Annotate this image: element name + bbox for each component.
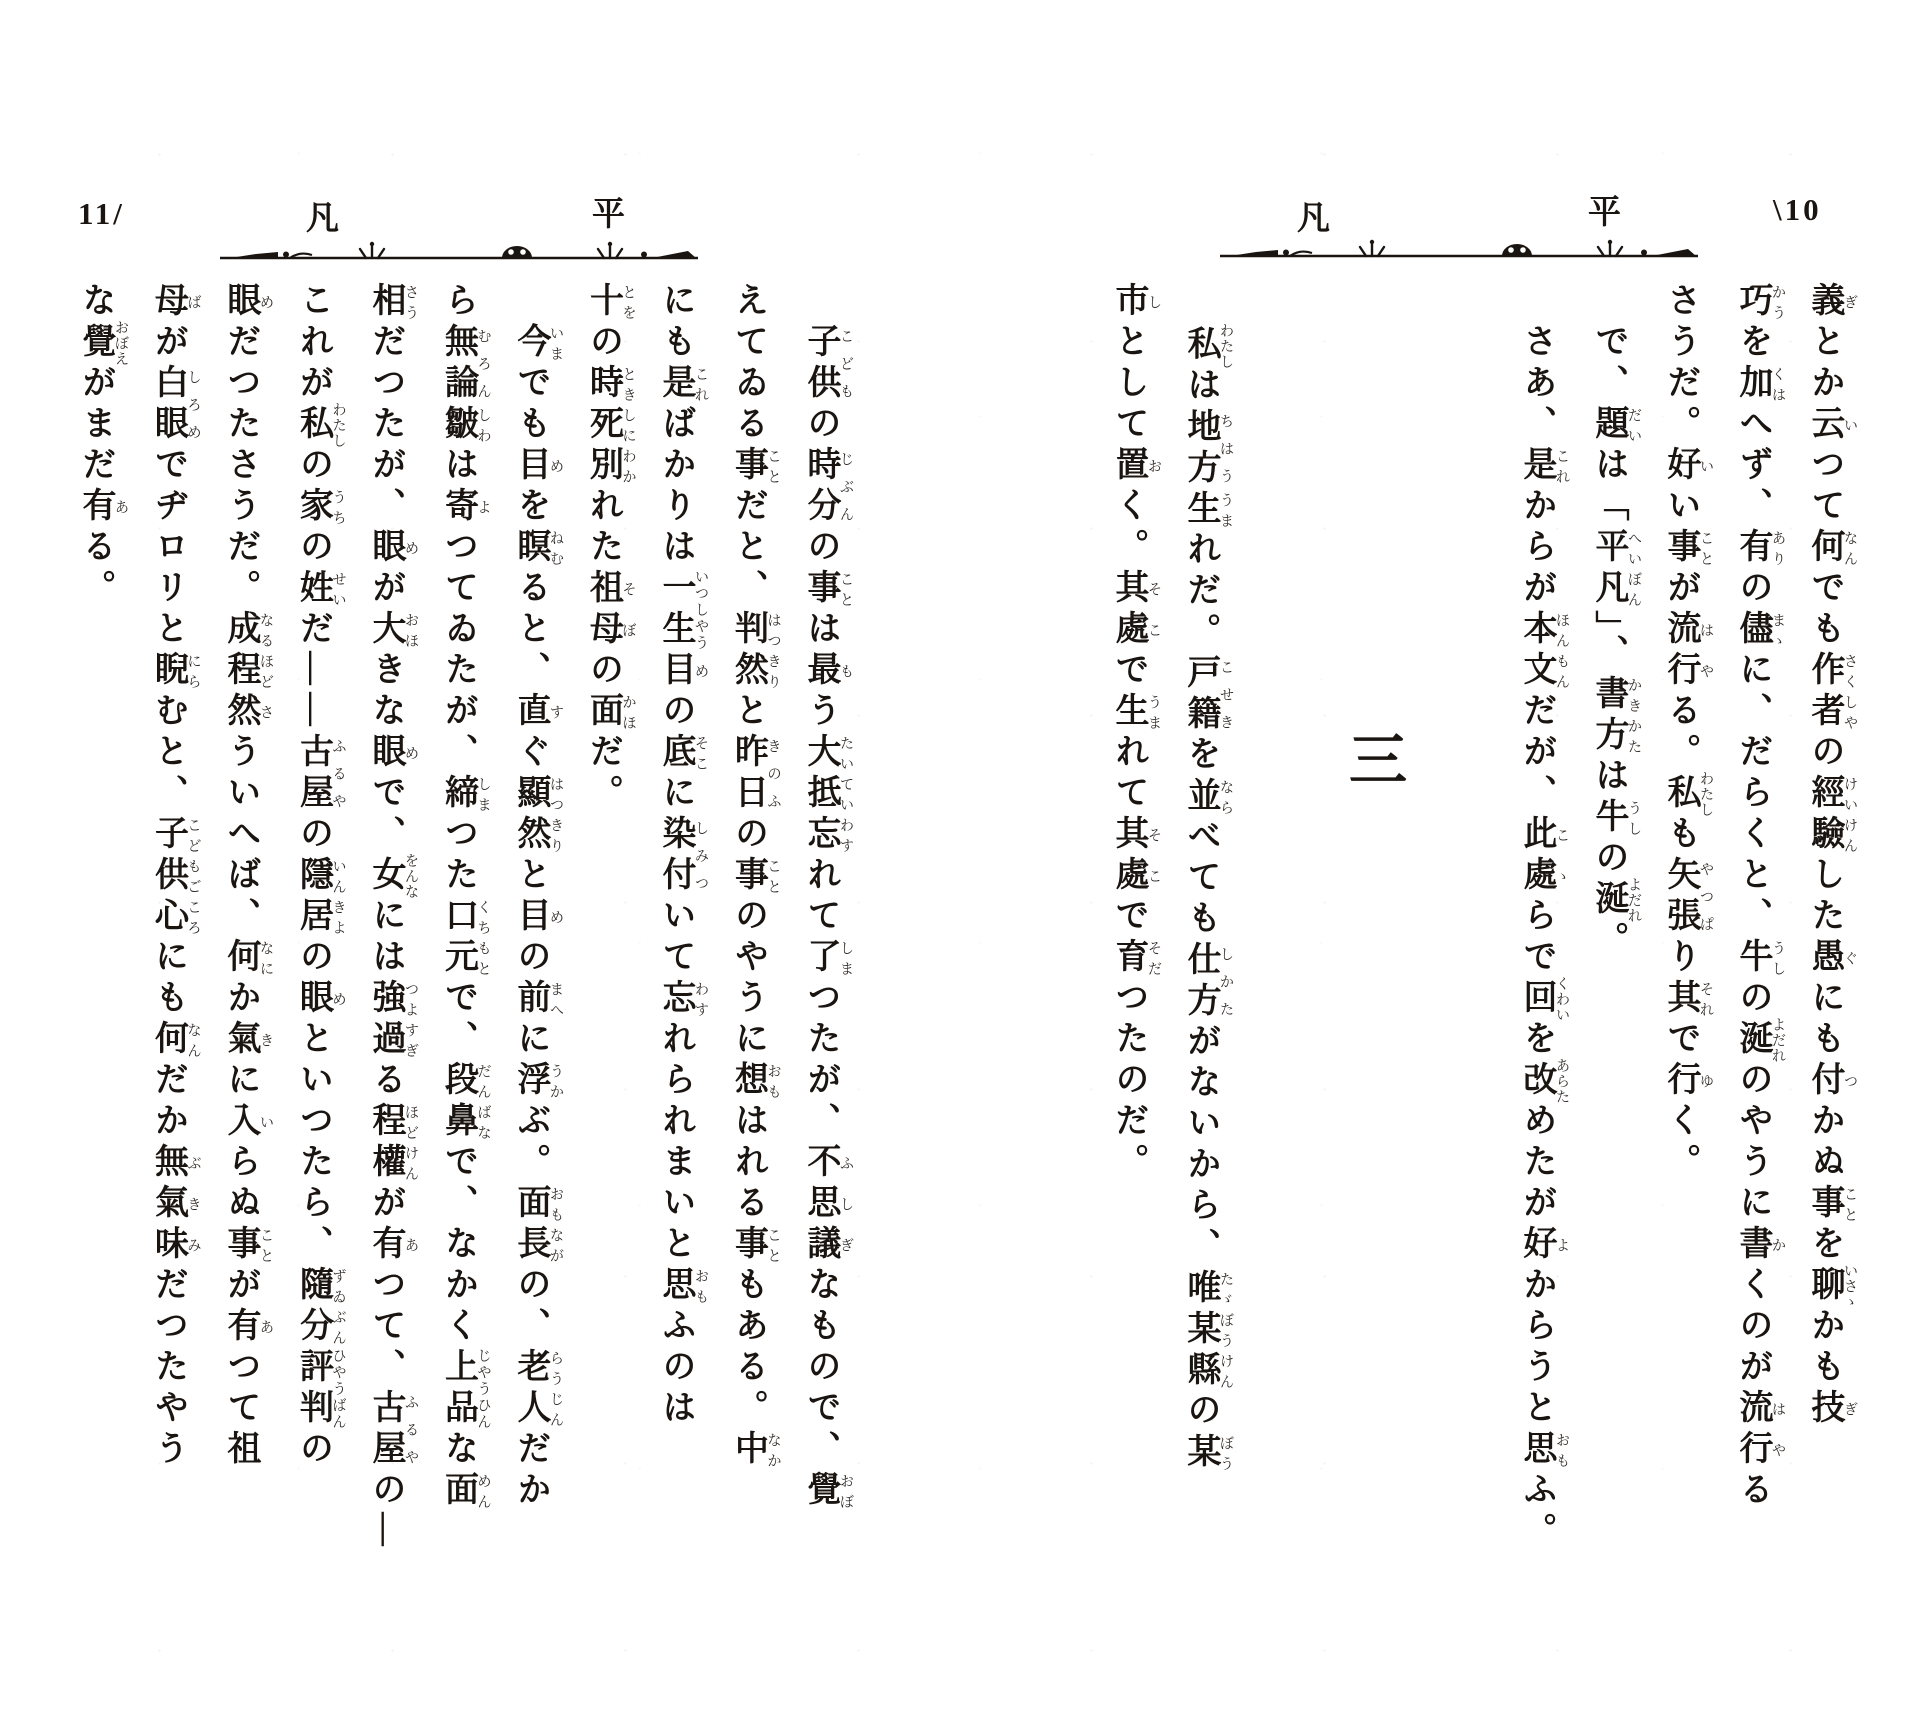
text-column: 子供こどもの時分じぶんの事ことは最もう大抵たいてい忘わすれて了しまつたが、不思議ふしぎなもので、覺おぼ — [802, 323, 854, 1512]
text-block-left — [58, 282, 856, 1574]
text-column: 眼めだつたさうだ。成程なるほど然さういへば、何なにか氣きに入いらぬ事ことが有あつて祖 — [222, 282, 274, 1471]
page-number-right: \10 — [1773, 192, 1822, 227]
text-block-right — [1015, 282, 1860, 1574]
running-head-glyph-right: 平 — [1588, 195, 1621, 231]
text-column: で、題だいは「平凡へいぼん」、書方かきかたは牛うしの涎よだれ。 — [1590, 323, 1642, 962]
text-column: 義ぎとか云いつて何なんでも作者さくしやの經驗けいけんした愚ぐにも付つかぬ事ことを聊いさゝかも技ぎ — [1806, 282, 1858, 1430]
running-head-glyph-left: 凡 — [1297, 201, 1330, 237]
running-head-glyph-left: 凡 — [306, 201, 339, 237]
running-head-glyph-right: 平 — [592, 197, 625, 233]
text-column: 市しとして置おく。其處そこで生うまれて其處そこで育そだつたのだ。 — [1110, 282, 1162, 1184]
header-rule-ornament — [216, 240, 702, 268]
page-number-left: 11/ — [78, 196, 125, 231]
text-column: 十とをの時とき死別しにわかれた祖母そぼの面かほだ。 — [584, 282, 636, 815]
text-column: さうだ。好いい事ことが流行はやる。私わたしも矢張やつぱり其それで行ゆく。 — [1662, 282, 1714, 1184]
text-column: ら無論むろん皺しわは寄よつてゐたが、締しまつた口元くちもとで、段鼻だんばなで、なかく上品じやうひんな面めん — [439, 282, 491, 1512]
text-column: さあ、是これからが本文ほんもんだが、此處こゝらで回くわいを改あらためたが好よからうと思おもふ。 — [1518, 323, 1570, 1553]
text-column: 今いまでも目めを瞑ねむると、直すぐ顯然はつきりと目めの前まへに浮うかぶ。面長おもながの、老人らうじんだか — [512, 323, 564, 1512]
text-column: えてゐる事ことだと、判然はつきりと昨日きのふの事ことのやうに想おもはれる事こともある。中なか — [729, 282, 781, 1471]
text-column: にも是こればかりは一生いつしやう目めの底そこに染付しみついて忘わすれられまいと思おもふのは — [657, 282, 709, 1430]
header-rule-ornament — [1216, 238, 1702, 266]
text-column: な覺おぼえがまだ有ある。 — [77, 282, 129, 610]
text-column: 母ばが白眼しろめでヂロリと睨にらむと、子供心こどもごころにも何なんだか無氣味ぶきみだつたやう — [149, 282, 201, 1471]
section-heading: 三 — [1340, 729, 1405, 787]
text-column: 巧かうを加くはへず、有ありの儘まゝに、だらくと、牛うしの涎よだれのやうに書かくのが流行はやる — [1734, 282, 1786, 1512]
text-column: 私わたしは地方ちはう生うまれだ。戸籍こせきを並ならべても仕方しかたがないから、唯たゞ某縣ぼうけんの某ぼう — [1182, 323, 1234, 1474]
text-column: 相さうだつたが、眼めが大おほきな眼めで、女をんなには強過つよすぎる程ほど權けんが有あつて、古屋ふるやの— — [367, 282, 419, 1553]
text-column: これが私わたしの家うちの姓せいだ——古屋ふるやの隱居いんきよの眼めといつたら、隨分ずゐぶん評判ひやうばんの — [294, 282, 346, 1471]
